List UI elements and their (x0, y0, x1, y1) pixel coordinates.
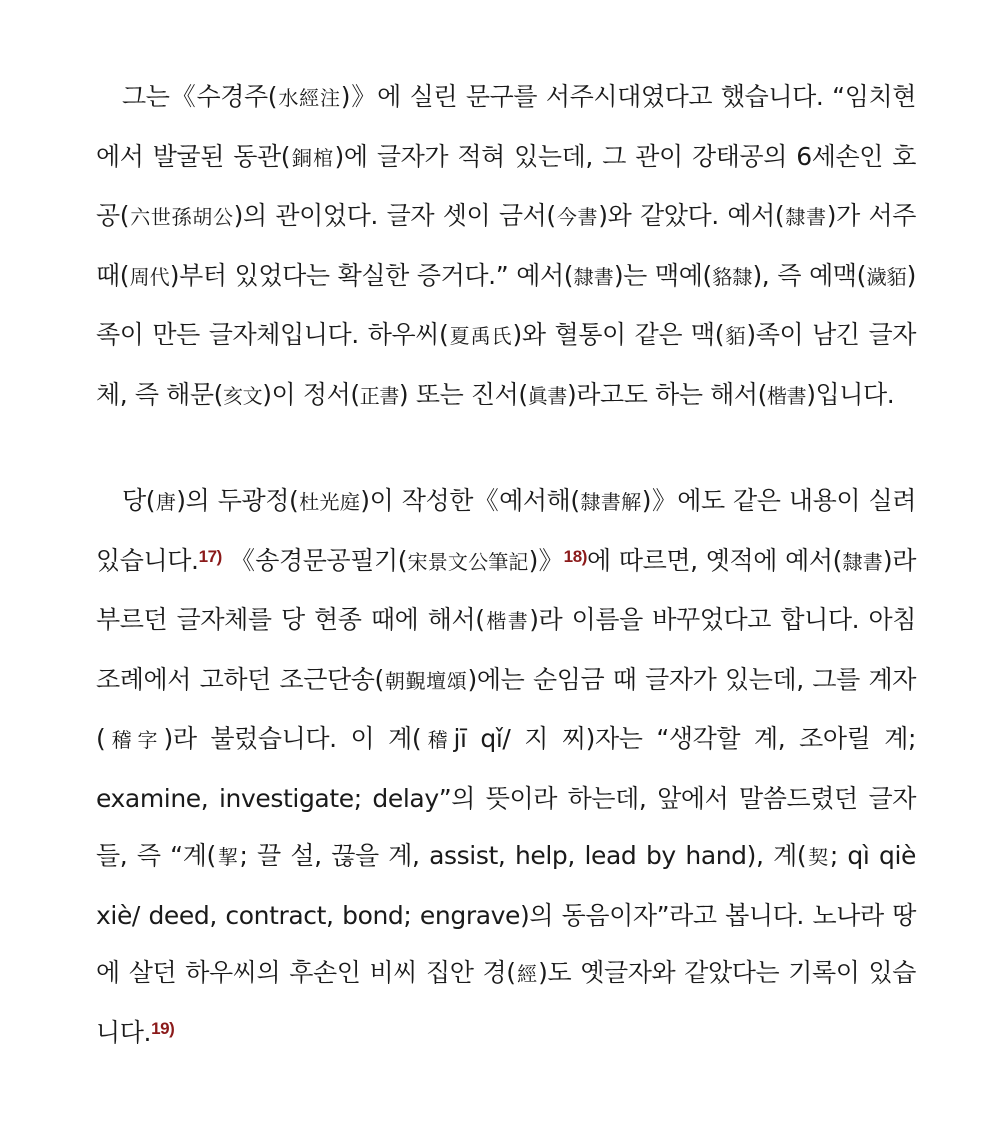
body-text: ; qì qiè xiè/ deed, contract, bond; engrave)의 동음이자”라고 봅니다. 노나라 땅에 살던 하우씨의 후손인 비씨 집안 경( (96, 841, 916, 987)
footnote-marker: 17) (198, 546, 222, 566)
hanja-text: 夏禹氏 (448, 324, 513, 348)
body-text: )족이 만든 글자체입니다. 하우씨( (96, 260, 916, 349)
hanja-text: 稽 (421, 728, 454, 752)
body-text: 《송경문공필기( (221, 545, 408, 575)
hanja-text: 朝覲壇頌 (383, 668, 468, 693)
hanja-text: 隸書解 (579, 490, 642, 514)
hanja-text: 隸書 (573, 264, 614, 289)
body-text: )》에도 같은 내용이 실려 있습니다. (96, 486, 916, 575)
hanja-text: 楷書 (484, 609, 530, 633)
footnote-marker: 18) (563, 546, 588, 566)
hanja-text: 水經注 (277, 86, 341, 110)
body-text: )라 불렀습니다. 이 계( (163, 724, 422, 753)
hanja-text: 貊 (724, 324, 747, 348)
body-text: )족이 남긴 글자체, 즉 해문( (96, 320, 916, 409)
body-text: )와 혈통이 같은 맥( (512, 320, 725, 349)
body-text: ) 또는 진서( (398, 379, 528, 409)
hanja-text: 眞書 (527, 383, 567, 408)
hanja-text: 稽字 (105, 728, 164, 752)
body-text: )부터 있었다는 확실한 증거다.” 예서( (169, 260, 574, 290)
body-text: )는 맥예( (613, 260, 712, 290)
footnote-marker: 19) (151, 1018, 175, 1038)
body-text: 그는《수경주( (122, 82, 278, 111)
hanja-text: 隸書 (784, 205, 827, 229)
body-text: )도 옛글자와 같았다는 기록이 있습니다. (96, 958, 917, 1047)
hanja-text: 亥文 (223, 383, 263, 408)
hanja-text: 六世孫胡公 (129, 205, 234, 229)
hanja-text: 隸書 (842, 549, 883, 574)
hanja-text: 楷書 (767, 383, 807, 408)
body-text: jī qǐ/ 지 찌)자는 “생각할 계, 조아릴 계; examine, investigate; delay”의 뜻이라 하는데, 앞에서 말씀드렸던 글자들, 즉 “계( (96, 724, 916, 870)
body-text: )라 부르던 글자체를 당 현종 때에 해서( (96, 545, 916, 634)
paragraph-2 (96, 472, 916, 1061)
hanja-text: 經 (515, 962, 539, 986)
body-text: )이 정서( (262, 379, 360, 409)
body-text: )》에 실린 문구를 서주시대였다고 했습니다. “임치현에서 발굴된 동관( (96, 82, 916, 171)
body-text: 당( (122, 486, 156, 515)
hanja-text: 宋景文公筆記 (407, 549, 529, 574)
hanja-text: 挈 (215, 845, 240, 869)
body-text: )가 서주 때( (96, 201, 917, 290)
hanja-text: 契 (806, 845, 830, 869)
body-text: )에는 순임금 때 글자가 있는데, 그를 계자( (96, 664, 916, 753)
hanja-text: 杜光庭 (298, 490, 361, 514)
body-text: )입니다. (806, 379, 895, 409)
body-text: )와 같았다. 예서( (598, 201, 785, 230)
body-text: )이 작성한《예서해( (360, 486, 580, 515)
hanja-text: 銅棺 (290, 145, 335, 170)
body-text: )라 이름을 바꾸었다고 합니다. 아침 조례에서 고하던 조근단송( (96, 605, 916, 694)
hanja-text: 唐 (155, 490, 177, 514)
hanja-text: 正書 (359, 383, 399, 408)
body-text: )의 두광정( (176, 486, 299, 515)
hanja-text: 貉隸 (711, 264, 753, 289)
body-text: )의 관이었다. 글자 셋이 금서( (233, 201, 556, 230)
hanja-text: 今書 (555, 205, 599, 229)
body-text: )라고도 하는 해서( (566, 379, 767, 409)
body-text: )》 (528, 545, 564, 575)
body-text: ; 끌 설, 끊을 계, assist, help, lead by hand), 계( (239, 841, 807, 870)
body-text: ), 즉 예맥( (752, 260, 866, 290)
paragraph-1 (96, 68, 916, 425)
body-text: )에 글자가 적혀 있는데, 그 관이 강태공의 6세손인 호공( (96, 141, 917, 230)
hanja-text: 周代 (129, 264, 170, 289)
body-text: 에 따르면, 옛적에 예서( (587, 545, 842, 575)
hanja-text: 濊貊 (866, 264, 907, 289)
